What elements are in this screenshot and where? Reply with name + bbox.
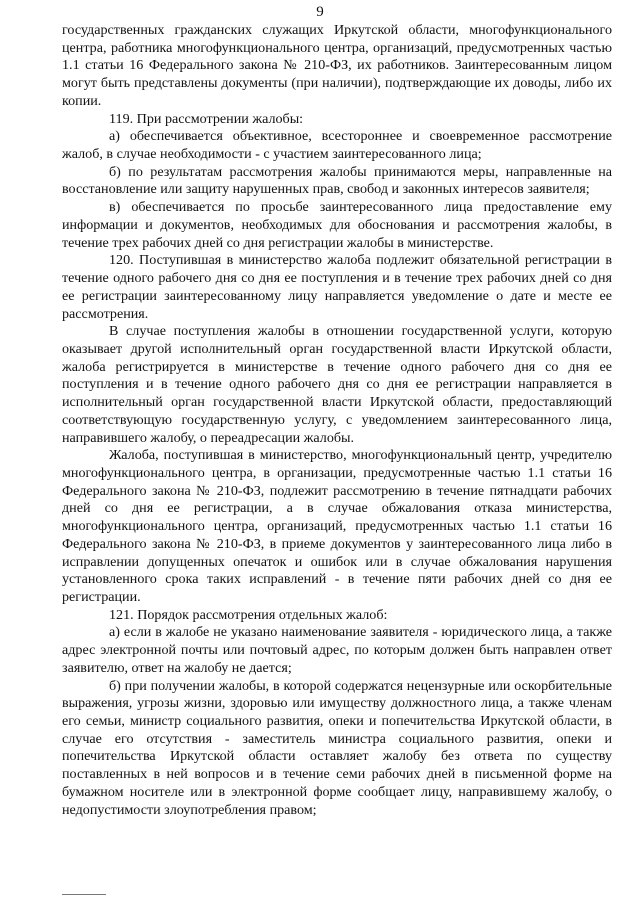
paragraph-120-redirect: В случае поступления жалобы в отношении государственной услуги, которую оказывает другой исполнительный орган государственной власти Иркутской области, жалоба регистрируется в министерстве в течение одного рабочего дня со дня ее поступления и в течение одного рабочего дня со дня ее регистрации направляется в исполнительный орган государственной власти Иркутской области, предоставляющий соответствующую государственную услугу, с уведомлением заинтересованного лица, направившего жалобу, о переадресации жалобы. bbox=[62, 323, 612, 446]
paragraph-continuation: государственных гражданских служащих Иркутской области, многофункционального центра, работника многофункционального центра, организаций, предусмотренных частью 1.1 статьи 16 Федерального закона № 210-ФЗ, их работников. Заинтересованным лицом могут быть представлены документы (при наличии), подтверждающие их доводы, либо их копии. bbox=[62, 22, 612, 109]
paragraph-120: 120. Поступившая в министерство жалоба подлежит обязательной регистрации в течение одного рабочего дня со дня ее поступления и в течение трех рабочих дней со дня ее регистрации заинтересованному лицу направляется уведомление о дате и месте ее рассмотрения. bbox=[62, 252, 612, 322]
paragraph-120-deadlines: Жалоба, поступившая в министерство, многофункциональный центр, учредителю многофункционального центра, в организации, предусмотренные частью 1.1 статьи 16 Федерального закона № 210-ФЗ, подлежит рассмотрению в течение пятнадцати рабочих дней со дня ее регистрации, а в случае обжалования отказа министерства, многофункционального центра, организаций, предусмотренных частью 1.1 статьи 16 Федерального закона № 210-ФЗ, в приеме документов у заинтересованного лица либо в исправлении допущенных опечаток и ошибок или в случае обжалования нарушения установленного срока таких исправлений - в течение пяти рабочих дней со дня ее регистрации. bbox=[62, 447, 612, 605]
paragraph-119-heading: 119. При рассмотрении жалобы: bbox=[109, 110, 304, 127]
document-body bbox=[62, 22, 612, 819]
paragraph-119-a: а) обеспечивается объективное, всестороннее и своевременное рассмотрение жалоб, в случае необходимости - с участием заинтересованного лица; bbox=[62, 128, 612, 163]
paragraph-121-b: б) при получении жалобы, в которой содержатся нецензурные или оскорбительные выражения, угрозы жизни, здоровью или имуществу должностного лица, а также членам его семьи, министр социального развития, опеки и попечительства Иркутской области, в случае его отсутствия - заместитель министра социального развития, опеки и попечительства Иркутской области оставляет жалобу без ответа по существу поставленных в ней вопросов и в течение семи рабочих дней в письменной форме на бумажном носителе или в электронной форме сообщает лицу, направившему жалобу, о недопустимости злоупотребления правом; bbox=[62, 677, 612, 818]
footer-rule bbox=[62, 894, 106, 895]
paragraph-119-v: в) обеспечивается по просьбе заинтересованного лица предоставление ему информации и документов, необходимых для обоснования и рассмотрения жалобы, в течение трех рабочих дней со дня регистрации жалобы в министерстве. bbox=[62, 199, 612, 251]
page-number: 9 bbox=[316, 4, 324, 20]
paragraph-121-a: а) если в жалобе не указано наименование заявителя - юридического лица, а также адрес электронной почты или почтовый адрес, по которым должен быть направлен ответ заявителю, ответ на жалобу не дается; bbox=[62, 624, 612, 676]
paragraph-121-heading: 121. Порядок рассмотрения отдельных жалоб: bbox=[109, 606, 388, 623]
paragraph-119-b: б) по результатам рассмотрения жалобы принимаются меры, направленные на восстановление или защиту нарушенных прав, свобод и законных интересов заявителя; bbox=[62, 163, 612, 198]
